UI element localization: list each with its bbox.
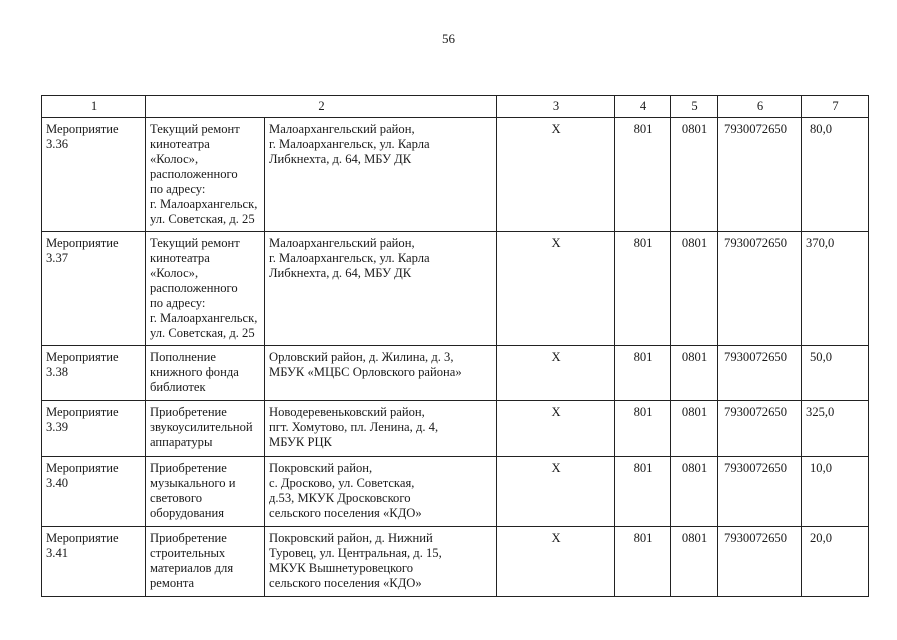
amount-cell: 10,0 [802, 457, 869, 527]
header-col-5: 5 [671, 96, 718, 118]
col6-cell: 7930072650 [718, 346, 802, 401]
description-cell: Приобретение музыкального и светового оборудования [146, 457, 265, 527]
col3-cell: Х [497, 346, 615, 401]
col3-cell: Х [497, 457, 615, 527]
location-cell: Покровский район, с. Дросково, ул. Советская, д.53, МКУК Дросковского сельского поселения «КДО» [265, 457, 497, 527]
description-cell: Приобретение строительных материалов для ремонта [146, 527, 265, 597]
location-cell: Новодеревеньковский район, пгт. Хомутово, пл. Ленина, д. 4, МБУК РЦК [265, 401, 497, 457]
amount-cell: 50,0 [802, 346, 869, 401]
amount-cell: 325,0 [802, 401, 869, 457]
col5-cell: 0801 [671, 118, 718, 232]
col6-cell: 7930072650 [718, 457, 802, 527]
col5-cell: 0801 [671, 232, 718, 346]
col4-cell: 801 [615, 527, 671, 597]
table-row [42, 118, 869, 232]
amount-cell: 20,0 [802, 527, 869, 597]
col5-cell: 0801 [671, 401, 718, 457]
col4-cell: 801 [615, 118, 671, 232]
col4-cell: 801 [615, 232, 671, 346]
col6-cell: 7930072650 [718, 232, 802, 346]
header-col-2: 2 [146, 96, 497, 118]
table-row [42, 527, 869, 597]
measure-cell: Мероприятие 3.41 [42, 527, 146, 597]
description-cell: Текущий ремонт кинотеатра «Колос», расположенного по адресу: г. Малоархангельск, ул. Советская, д. 25 [146, 118, 265, 232]
col3-cell: Х [497, 232, 615, 346]
col4-cell: 801 [615, 457, 671, 527]
amount-cell: 370,0 [802, 232, 869, 346]
col5-cell: 0801 [671, 527, 718, 597]
description-cell: Текущий ремонт кинотеатра «Колос», расположенного по адресу: г. Малоархангельск, ул. Советская, д. 25 [146, 232, 265, 346]
col3-cell: Х [497, 118, 615, 232]
table-row [42, 346, 869, 401]
col6-cell: 7930072650 [718, 527, 802, 597]
header-col-4: 4 [615, 96, 671, 118]
header-col-7: 7 [802, 96, 869, 118]
measure-cell: Мероприятие 3.37 [42, 232, 146, 346]
location-cell: Малоархангельский район, г. Малоархангельск, ул. Карла Либкнехта, д. 64, МБУ ДК [265, 118, 497, 232]
measure-cell: Мероприятие 3.36 [42, 118, 146, 232]
measure-cell: Мероприятие 3.38 [42, 346, 146, 401]
col3-cell: Х [497, 401, 615, 457]
measure-cell: Мероприятие 3.39 [42, 401, 146, 457]
location-cell: Орловский район, д. Жилина, д. 3, МБУК «МЦБС Орловского района» [265, 346, 497, 401]
table-row [42, 401, 869, 457]
header-col-6: 6 [718, 96, 802, 118]
header-row [42, 96, 869, 118]
col4-cell: 801 [615, 346, 671, 401]
col6-cell: 7930072650 [718, 401, 802, 457]
table-row [42, 457, 869, 527]
measure-cell: Мероприятие 3.40 [42, 457, 146, 527]
page-number: 56 [442, 31, 455, 46]
description-cell: Приобретение звукоусилительной аппаратуры [146, 401, 265, 457]
col5-cell: 0801 [671, 457, 718, 527]
header-col-1: 1 [42, 96, 146, 118]
header-col-3: 3 [497, 96, 615, 118]
description-cell: Пополнение книжного фонда библиотек [146, 346, 265, 401]
col5-cell: 0801 [671, 346, 718, 401]
col3-cell: Х [497, 527, 615, 597]
table-row [42, 232, 869, 346]
col4-cell: 801 [615, 401, 671, 457]
location-cell: Малоархангельский район, г. Малоархангельск, ул. Карла Либкнехта, д. 64, МБУ ДК [265, 232, 497, 346]
location-cell: Покровский район, д. Нижний Туровец, ул. Центральная, д. 15, МКУК Вышнетуровецкого сельского поселения «КДО» [265, 527, 497, 597]
col6-cell: 7930072650 [718, 118, 802, 232]
budget-table [41, 95, 869, 597]
amount-cell: 80,0 [802, 118, 869, 232]
